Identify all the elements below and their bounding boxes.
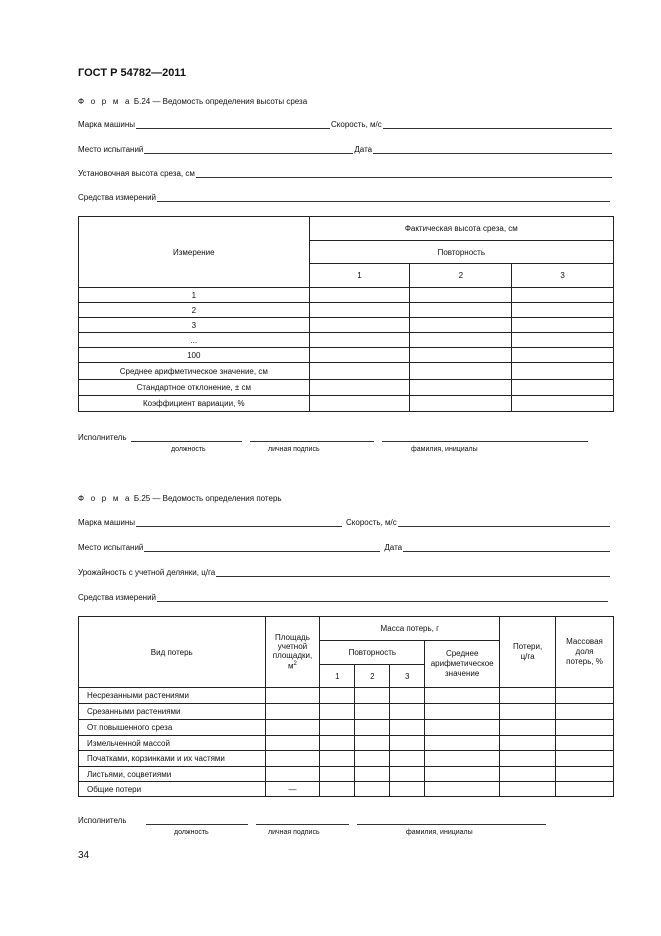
table-row	[79, 318, 614, 333]
cell[interactable]	[355, 751, 390, 767]
cell[interactable]	[390, 688, 425, 704]
form-word: Ф о р м а	[78, 494, 132, 503]
table-row	[79, 348, 614, 363]
date-field[interactable]	[373, 145, 612, 154]
cell[interactable]	[512, 348, 614, 363]
cell[interactable]	[265, 751, 320, 767]
table-row	[79, 303, 614, 318]
col-measure-header: Измерение	[79, 217, 310, 288]
row-label: От повышенного среза	[79, 720, 266, 736]
cell[interactable]	[309, 333, 410, 348]
machine-field[interactable]	[136, 120, 330, 129]
repeat-3: 3	[390, 665, 425, 688]
cell[interactable]	[410, 396, 512, 412]
table-row	[79, 736, 614, 751]
table-row	[79, 363, 614, 380]
document-header: ГОСТ Р 54782—2011	[78, 67, 186, 79]
table-row	[79, 767, 614, 782]
machine-label: Марка машины	[78, 518, 136, 527]
yield-row	[78, 568, 611, 577]
repeat-1: 1	[309, 264, 410, 288]
cell[interactable]	[309, 380, 410, 396]
cell[interactable]	[320, 767, 355, 782]
cell[interactable]	[556, 688, 614, 704]
means-row	[78, 193, 611, 202]
date-label: Дата	[384, 543, 403, 552]
cell[interactable]	[425, 751, 500, 767]
loss-line-1: Потери,	[513, 642, 543, 651]
cell[interactable]	[390, 767, 425, 782]
cell[interactable]	[320, 704, 355, 720]
row-label: 3	[79, 318, 310, 333]
means-row	[78, 593, 609, 602]
table-row	[79, 380, 614, 396]
place-date-row	[78, 145, 613, 154]
avg-line-3: значение	[445, 669, 480, 678]
cell[interactable]	[512, 318, 614, 333]
cell[interactable]	[309, 396, 410, 412]
cell[interactable]	[425, 720, 500, 736]
cell[interactable]	[556, 720, 614, 736]
form-word: Ф о р м а	[78, 97, 132, 106]
cell[interactable]	[512, 396, 614, 412]
row-label: 1	[79, 288, 310, 303]
row-label: Срезанными растениями	[79, 704, 266, 720]
name-caption: фамилия, инициалы	[411, 446, 478, 453]
machine-label: Марка машины	[78, 120, 136, 129]
form-title-text: Б.25 — Ведомость определения потерь	[133, 494, 282, 503]
page-number: 34	[78, 850, 90, 861]
col-type-header	[79, 617, 266, 688]
place-label: Место испытаний	[78, 145, 144, 154]
total-area-dash: —	[265, 782, 320, 797]
row-label: Общие потери	[79, 782, 266, 797]
cell[interactable]	[265, 704, 320, 720]
row-label: Среднее арифметическое значение, см	[79, 363, 310, 380]
row-label: Стандартное отклонение, ± см	[79, 380, 310, 396]
table-row	[79, 688, 614, 704]
cell[interactable]	[500, 720, 556, 736]
place-field[interactable]	[144, 145, 353, 154]
means-field[interactable]	[157, 593, 608, 602]
name-line[interactable]	[382, 440, 588, 442]
machine-field[interactable]	[136, 518, 342, 527]
cell[interactable]	[410, 363, 512, 380]
cell[interactable]	[500, 736, 556, 751]
position-line[interactable]	[131, 440, 242, 442]
repeat-3: 3	[512, 264, 614, 288]
table-row	[79, 720, 614, 736]
position-caption: должность	[174, 829, 209, 836]
area-unit-sup: 2	[293, 661, 297, 668]
name-line[interactable]	[357, 823, 546, 825]
cell[interactable]	[556, 704, 614, 720]
signature-caption: личная подпись	[268, 446, 320, 453]
machine-speed-row	[78, 518, 611, 527]
cell[interactable]	[556, 736, 614, 751]
cell[interactable]	[390, 782, 425, 797]
col-actual-header: Фактическая высота среза, см	[309, 217, 613, 241]
height-row	[78, 169, 613, 178]
date-field[interactable]	[403, 543, 610, 552]
col-type-text: Вид потерь	[150, 647, 193, 657]
height-field[interactable]	[196, 169, 612, 178]
area-unit: м	[288, 661, 294, 671]
height-table	[78, 216, 614, 412]
row-label: Початками, корзинками и их частями	[79, 751, 266, 767]
cell[interactable]	[309, 303, 410, 318]
cell[interactable]	[309, 288, 410, 303]
row-label: Измельченной массой	[79, 736, 266, 751]
cell[interactable]	[309, 348, 410, 363]
cell[interactable]	[320, 751, 355, 767]
position-caption: должность	[171, 446, 206, 453]
cell[interactable]	[556, 751, 614, 767]
cell[interactable]	[425, 736, 500, 751]
avg-line-1: Среднее	[445, 649, 479, 658]
col-share-header	[556, 617, 614, 688]
cell[interactable]	[390, 720, 425, 736]
cell[interactable]	[390, 704, 425, 720]
row-label: Коэффициент вариации, %	[79, 396, 310, 412]
signature-line[interactable]	[256, 823, 349, 825]
cell[interactable]	[425, 782, 500, 797]
speed-label: Скорость, м/с	[346, 518, 397, 527]
cell[interactable]	[425, 767, 500, 782]
cell[interactable]	[410, 288, 512, 303]
losses-table	[78, 616, 614, 797]
loss-line-2: ц/га	[520, 652, 535, 661]
cell[interactable]	[309, 318, 410, 333]
cell[interactable]	[512, 288, 614, 303]
repeat-2: 2	[410, 264, 512, 288]
cell[interactable]	[512, 303, 614, 318]
table-row	[79, 704, 614, 720]
share-line-3: потерь, %	[566, 657, 603, 666]
repeat-1: 1	[320, 665, 355, 688]
cell[interactable]	[410, 303, 512, 318]
cell[interactable]	[390, 751, 425, 767]
cell[interactable]	[410, 348, 512, 363]
table-row	[79, 782, 614, 797]
place-field[interactable]	[144, 543, 380, 552]
cell[interactable]	[512, 380, 614, 396]
cell[interactable]	[410, 380, 512, 396]
table-row	[79, 396, 614, 412]
cell[interactable]	[390, 736, 425, 751]
cell[interactable]	[309, 363, 410, 380]
cell[interactable]	[320, 688, 355, 704]
cell[interactable]	[355, 720, 390, 736]
avg-line-2: арифметическое	[430, 659, 494, 668]
cell[interactable]	[355, 782, 390, 797]
means-label: Средства измерений	[78, 593, 157, 602]
signature-caption: личная подпись	[268, 829, 320, 836]
yield-label: Урожайность с учетной делянки, ц/га	[78, 568, 216, 577]
col-repeat-header: Повторность	[309, 241, 613, 264]
share-line-1: Массовая	[566, 637, 603, 646]
cell[interactable]	[425, 704, 500, 720]
col-area-header	[265, 617, 320, 688]
machine-speed-row	[78, 120, 613, 129]
executor-label: Исполнитель	[78, 433, 127, 442]
cell[interactable]	[265, 720, 320, 736]
cell[interactable]	[320, 720, 355, 736]
speed-field[interactable]	[398, 518, 610, 527]
table-row	[79, 288, 614, 303]
cell[interactable]	[512, 333, 614, 348]
share-line-2: доля	[575, 647, 594, 656]
cell[interactable]	[265, 688, 320, 704]
cell[interactable]	[556, 782, 614, 797]
form-b24-title	[78, 97, 307, 106]
row-label: 100	[79, 348, 310, 363]
area-line-3: площадки,	[272, 651, 313, 661]
cell[interactable]	[265, 767, 320, 782]
repeat-2: 2	[355, 665, 390, 688]
place-date-row	[78, 543, 611, 552]
col-mass-header: Масса потерь, г	[320, 617, 500, 641]
row-label: Листьями, соцветиями	[79, 767, 266, 782]
cell[interactable]	[512, 363, 614, 380]
cell[interactable]	[500, 767, 556, 782]
executor-label: Исполнитель	[78, 816, 127, 825]
height-label: Установочная высота среза, см	[78, 169, 195, 178]
cell[interactable]	[265, 736, 320, 751]
name-caption: фамилия, инициалы	[406, 829, 473, 836]
cell[interactable]	[355, 736, 390, 751]
area-line-2: учетной	[277, 642, 308, 652]
cell[interactable]	[425, 688, 500, 704]
date-label: Дата	[354, 145, 373, 154]
cell[interactable]	[500, 704, 556, 720]
row-label: Несрезанными растениями	[79, 688, 266, 704]
row-label: ...	[79, 333, 310, 348]
cell[interactable]	[320, 736, 355, 751]
form-b25-title	[78, 494, 282, 503]
cell[interactable]	[320, 782, 355, 797]
area-line-1: Площадь	[275, 633, 310, 643]
means-field[interactable]	[157, 193, 610, 202]
cell[interactable]	[410, 318, 512, 333]
place-label: Место испытаний	[78, 543, 144, 552]
cell[interactable]	[355, 767, 390, 782]
yield-field[interactable]	[216, 568, 610, 577]
cell[interactable]	[355, 688, 390, 704]
table-row	[79, 751, 614, 767]
cell[interactable]	[500, 751, 556, 767]
form-title-text: Б.24 — Ведомость определения высоты среза	[133, 97, 308, 106]
cell[interactable]	[355, 704, 390, 720]
col-loss-header	[500, 617, 556, 688]
cell[interactable]	[500, 688, 556, 704]
means-label: Средства измерений	[78, 193, 157, 202]
cell[interactable]	[410, 333, 512, 348]
row-label: 2	[79, 303, 310, 318]
table-row	[79, 333, 614, 348]
cell[interactable]	[556, 767, 614, 782]
col-avg-header	[425, 641, 500, 688]
col-repeat-header: Повторность	[320, 641, 425, 665]
speed-field[interactable]	[383, 120, 612, 129]
cell[interactable]	[500, 782, 556, 797]
position-line[interactable]	[146, 823, 248, 825]
signature-line[interactable]	[250, 440, 374, 442]
speed-label: Скорость, м/с	[331, 120, 382, 129]
